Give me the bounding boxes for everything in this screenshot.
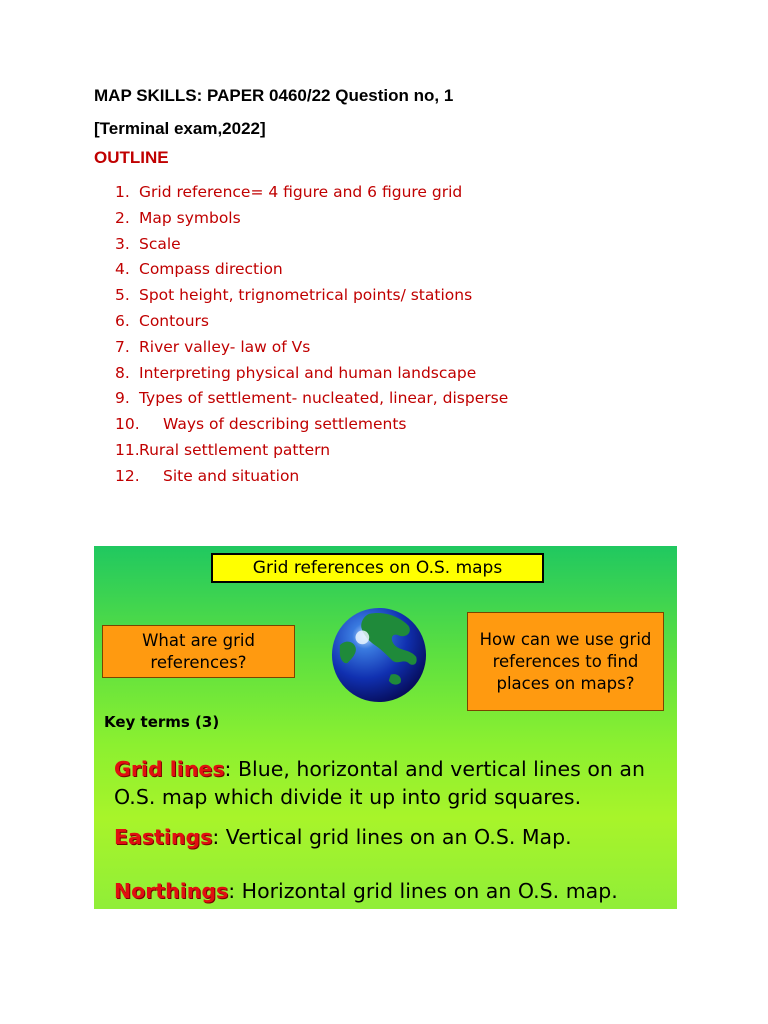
list-item-number: 11. [115,440,140,459]
list-item [115,335,508,361]
slide-title: Grid references on O.S. maps [211,553,544,583]
list-item [115,412,508,438]
outline-list [115,180,508,490]
list-item [115,257,508,283]
term-grid-lines [114,755,674,811]
list-item-number: 3. [115,234,130,253]
list-item-number: 8. [115,363,130,382]
list-item [115,180,508,206]
question-box-right [467,612,664,711]
list-item [115,232,508,258]
question-right-text: How can we use grid references to find places on maps? [479,629,652,693]
list-item [115,438,508,464]
list-item [115,283,508,309]
list-item-text: Types of settlement- nucleated, linear, disperse [139,389,509,408]
slide-image [94,546,677,909]
list-item-number: 1. [115,183,130,201]
list-item-text: Compass direction [139,260,283,279]
outline-heading: OUTLINE [94,148,169,167]
list-item [115,464,508,490]
list-item-number: 12. [115,466,140,485]
list-item-number: 5. [115,286,130,305]
list-item-number: 10. [115,415,140,434]
document-title: MAP SKILLS: PAPER 0460/22 Question no, 1 [94,86,454,105]
list-item-number: 2. [115,208,130,227]
question-left-text: What are grid references? [142,630,255,672]
term-name: Eastings [114,825,213,849]
list-item-text: Interpreting physical and human landscape [139,363,477,382]
list-item-number: 7. [115,337,130,356]
list-item-number: 6. [115,311,130,330]
list-item-text: Map symbols [139,208,241,227]
list-item-text: River valley- law of Vs [139,337,311,356]
list-item-text: Scale [139,234,181,253]
list-item-text: Spot height, trignometrical points/ stations [139,286,473,305]
question-box-left [102,625,295,678]
list-item [115,386,508,412]
key-terms-label: Key terms (3) [104,713,220,731]
list-item [115,309,508,335]
list-item-number: 4. [115,260,130,279]
term-definition: : Horizontal grid lines on an O.S. map. [228,879,618,903]
term-definition: : Blue, horizontal and vertical lines on an O.S. map which divide it up into grid squares. [114,757,645,809]
term-definition: : Vertical grid lines on an O.S. Map. [212,825,572,849]
document-subtitle: [Terminal exam,2022] [94,119,266,138]
globe-icon [330,606,428,704]
list-item-number: 9. [115,389,130,408]
list-item [115,206,508,232]
list-item-text: Contours [139,311,209,330]
list-item [115,361,508,387]
term-name: Grid lines [114,757,225,781]
term-eastings [114,823,674,851]
term-name: Northings [114,879,229,903]
list-item-text: Rural settlement pattern [139,440,331,459]
list-item-text: Grid reference= 4 figure and 6 figure grid [139,183,463,201]
list-item-text: Site and situation [163,466,300,485]
term-northings [114,877,674,905]
list-item-text: Ways of describing settlements [163,415,407,434]
